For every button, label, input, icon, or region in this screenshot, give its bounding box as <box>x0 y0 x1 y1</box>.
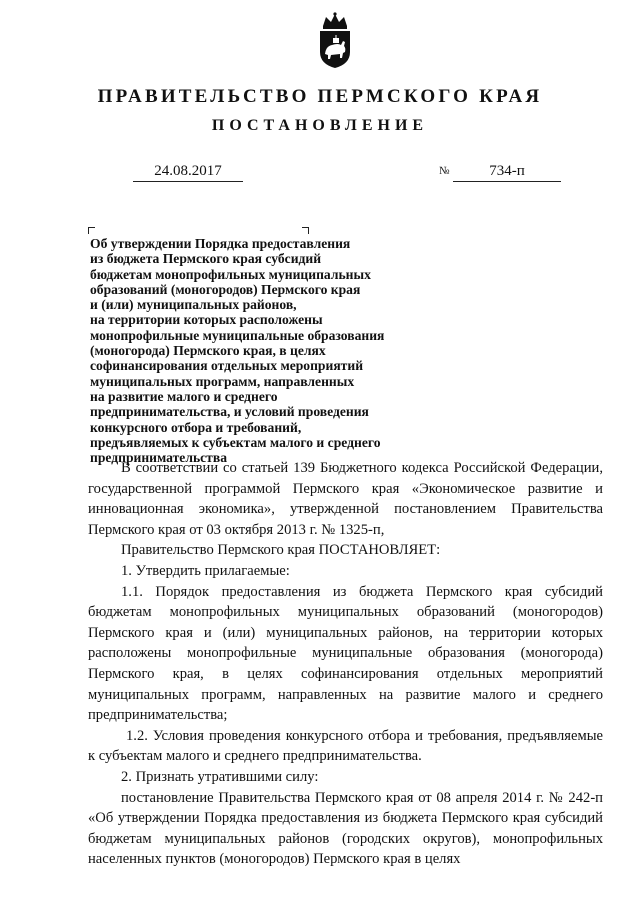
clause-2-item: постановление Правительства Пермского края от 08 апреля 2014 г. № 242-п «Об утверждении Порядка предоставления из бюджета Пермского края субсидий бюджетам муниципальных районов (городских округов), монопрофильных населенных пунктов (моногородов) Пермского края в целях <box>88 789 603 868</box>
subject-line: софинансирования отдельных мероприятий <box>90 358 364 374</box>
document-body <box>88 458 603 870</box>
subject-line: и (или) муниципальных районов, <box>90 297 297 313</box>
clause-1-2: 1.2. Условия проведения конкурсного отбора и требования, предъявляемые к субъектам малого и среднего предпринимательства. <box>88 727 603 765</box>
subject-line: на территории которых расположены <box>90 312 323 328</box>
subject-line: предпринимательства, и условий проведения <box>90 404 369 420</box>
document-subject <box>90 236 430 465</box>
subject-line: предъявляемых к субъектам малого и среднего <box>90 434 381 450</box>
subject-line: предпринимательства <box>90 450 227 466</box>
resolution-paragraph: Правительство Пермского края ПОСТАНОВЛЯЕТ: <box>121 542 441 559</box>
subject-line: образований (моногородов) Пермского края <box>90 281 361 297</box>
clause-1-1: 1.1. Порядок предоставления из бюджета Пермского края субсидий бюджетам монопрофильных муниципальных образований (моногородов) Пермского края и (или) муниципальных районов, на территории которых расположены монопрофильные муниципальные образования (моногорода) Пермского края, в целях софинансирования отдельных мероприятий муниципальных программ, направленных на развитие малого и среднего предпринимательства; <box>88 583 603 724</box>
subject-line: конкурсного отбора и требований, <box>90 419 302 435</box>
document-date: 24.08.2017 <box>133 163 243 182</box>
document-number: 734-п <box>453 163 561 182</box>
subject-corner-right <box>302 227 309 234</box>
preamble-paragraph: В соответствии со статьей 139 Бюджетного кодекса Российской Федерации, государственной программой Пермского края «Экономическое развитие и инновационная экономика», утвержденной постановлением Правительства Пермского края от 03 октября 2013 г. № 1325-п, <box>88 460 603 538</box>
subject-line: муниципальных программ, направленных <box>90 373 355 389</box>
clause-2: 2. Признать утратившими силу: <box>121 768 319 785</box>
number-sign: № <box>439 165 450 177</box>
perm-krai-coat-of-arms-icon <box>314 12 356 70</box>
subject-line: монопрофильные муниципальные образования <box>90 327 385 343</box>
clause-1: 1. Утвердить прилагаемые: <box>121 562 290 579</box>
subject-line: из бюджета Пермского края субсидий <box>90 251 322 267</box>
document-type: ПОСТАНОВЛЕНИЕ <box>211 117 429 134</box>
subject-line: Об утверждении Порядка предоставления <box>90 236 351 251</box>
subject-line: (моногорода) Пермского края, в целях <box>90 343 326 359</box>
government-title: ПРАВИТЕЛЬСТВО ПЕРМСКОГО КРАЯ <box>97 86 543 107</box>
subject-line: на развитие малого и среднего <box>90 388 278 404</box>
subject-corner-left <box>88 227 95 234</box>
subject-line: бюджетам монопрофильных муниципальных <box>90 266 371 282</box>
